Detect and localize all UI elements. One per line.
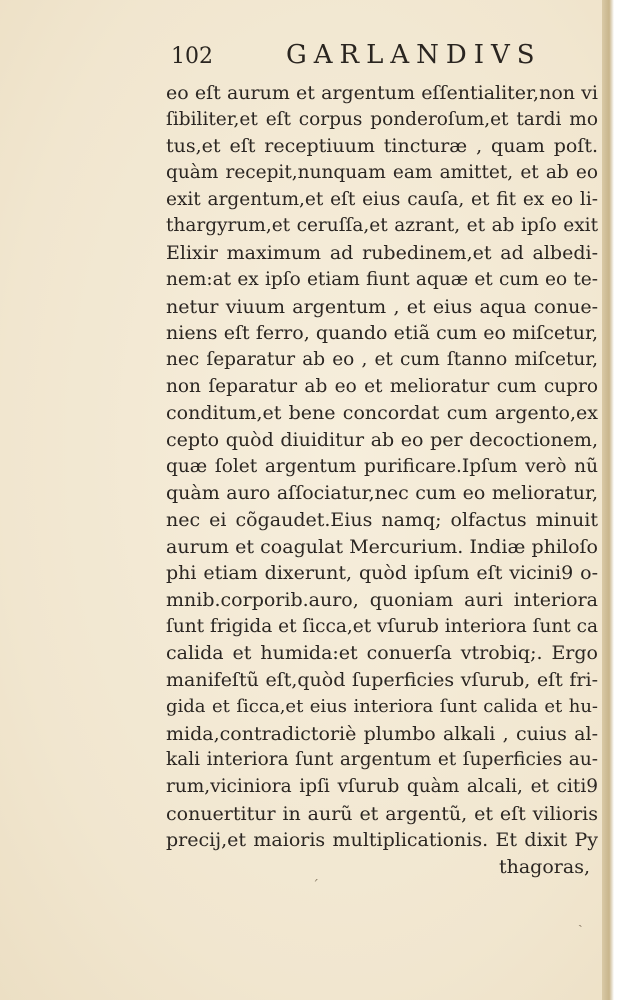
ink-speck: ˊ [312, 878, 319, 894]
page-edge [602, 0, 614, 1000]
text-line: mida,contradictoriè plumbo alkali , cuius al- [166, 722, 598, 745]
text-line: eo eſt aurum et argentum eſſentialiter,non vi [166, 82, 598, 104]
text-line: Elixir maximum ad rubedinem,et ad albedi- [166, 242, 598, 265]
text-line: nem:at ex ipſo etiam fiunt aquæ et cum eo te- [166, 268, 598, 290]
text-line-catchword: thagoras, [498, 855, 590, 878]
text-line: thargyrum,et ceruſſa,et azrant, et ab ipſo exit [166, 215, 598, 237]
text-line: precij,et maioris multiplicationis. Et dixit Py [166, 829, 598, 852]
text-line: aurum et coagulat Mercurium. Indiæ philoſo [166, 535, 598, 558]
page-number: 102 [171, 44, 213, 69]
text-line: exit argentum,et eſt eius cauſa, et fit ex eo li- [166, 188, 598, 210]
running-title: GARLANDIVS [286, 40, 542, 70]
body-text [166, 80, 598, 881]
text-line: kali interiora ſunt argentum et ſuperficies au- [166, 749, 598, 771]
text-line: nec ſeparatur ab eo , et cum ſtanno miſcetur, [166, 348, 598, 370]
text-line: nec ei cõgaudet.Eius namq; olfactus minuit [166, 509, 598, 531]
text-line: ſunt frigida et ſicca,et vſurub interiora ſunt ca [166, 615, 598, 637]
text-line: gida et ſicca,et eius interiora ſunt calida et hu- [166, 695, 598, 717]
text-line: mnib.corporib.auro, quoniam auri interiora [166, 589, 598, 612]
text-line: conditum,et bene concordat cum argento,ex [166, 402, 598, 425]
text-line: rum,viciniora ipſi vſurub quàm alcali, et citi9 [166, 775, 598, 797]
text-line: quæ ſolet argentum purificare.Ipſum verò nũ [166, 455, 598, 477]
text-line: cepto quòd diuiditur ab eo per decoctionem, [166, 428, 598, 451]
page-header [171, 40, 601, 74]
text-line: manifeſtũ eſt,quòd ſuperficies vſurub, eſt fri- [166, 669, 598, 692]
text-line: ſibiliter,et eſt corpus ponderoſum,et tardi mo [166, 108, 598, 130]
text-line: niens eſt ferro, quando etiã cum eo miſcetur, [166, 322, 598, 345]
text-line: calida et humida:et conuerſa vtrobiq;. Ergo [166, 642, 598, 665]
text-line: phi etiam dixerunt, quòd ipſum eſt vicini9 o- [166, 562, 598, 585]
text-line: tus,et eſt receptiuum tincturæ , quam poſt. [166, 135, 598, 158]
text-line: netur viuum argentum , et eius aqua conue- [166, 295, 598, 318]
text-line: quàm recepit,nunquam eam amittet, et ab eo [166, 162, 598, 184]
text-line: non ſeparatur ab eo et melioratur cum cupro [166, 375, 598, 397]
text-line: quàm auro aſſociatur,nec cum eo melioratur, [166, 482, 598, 505]
text-line: conuertitur in aurũ et argentũ, et eſt vilioris [166, 802, 598, 825]
ink-speck: ˏ [578, 912, 583, 928]
